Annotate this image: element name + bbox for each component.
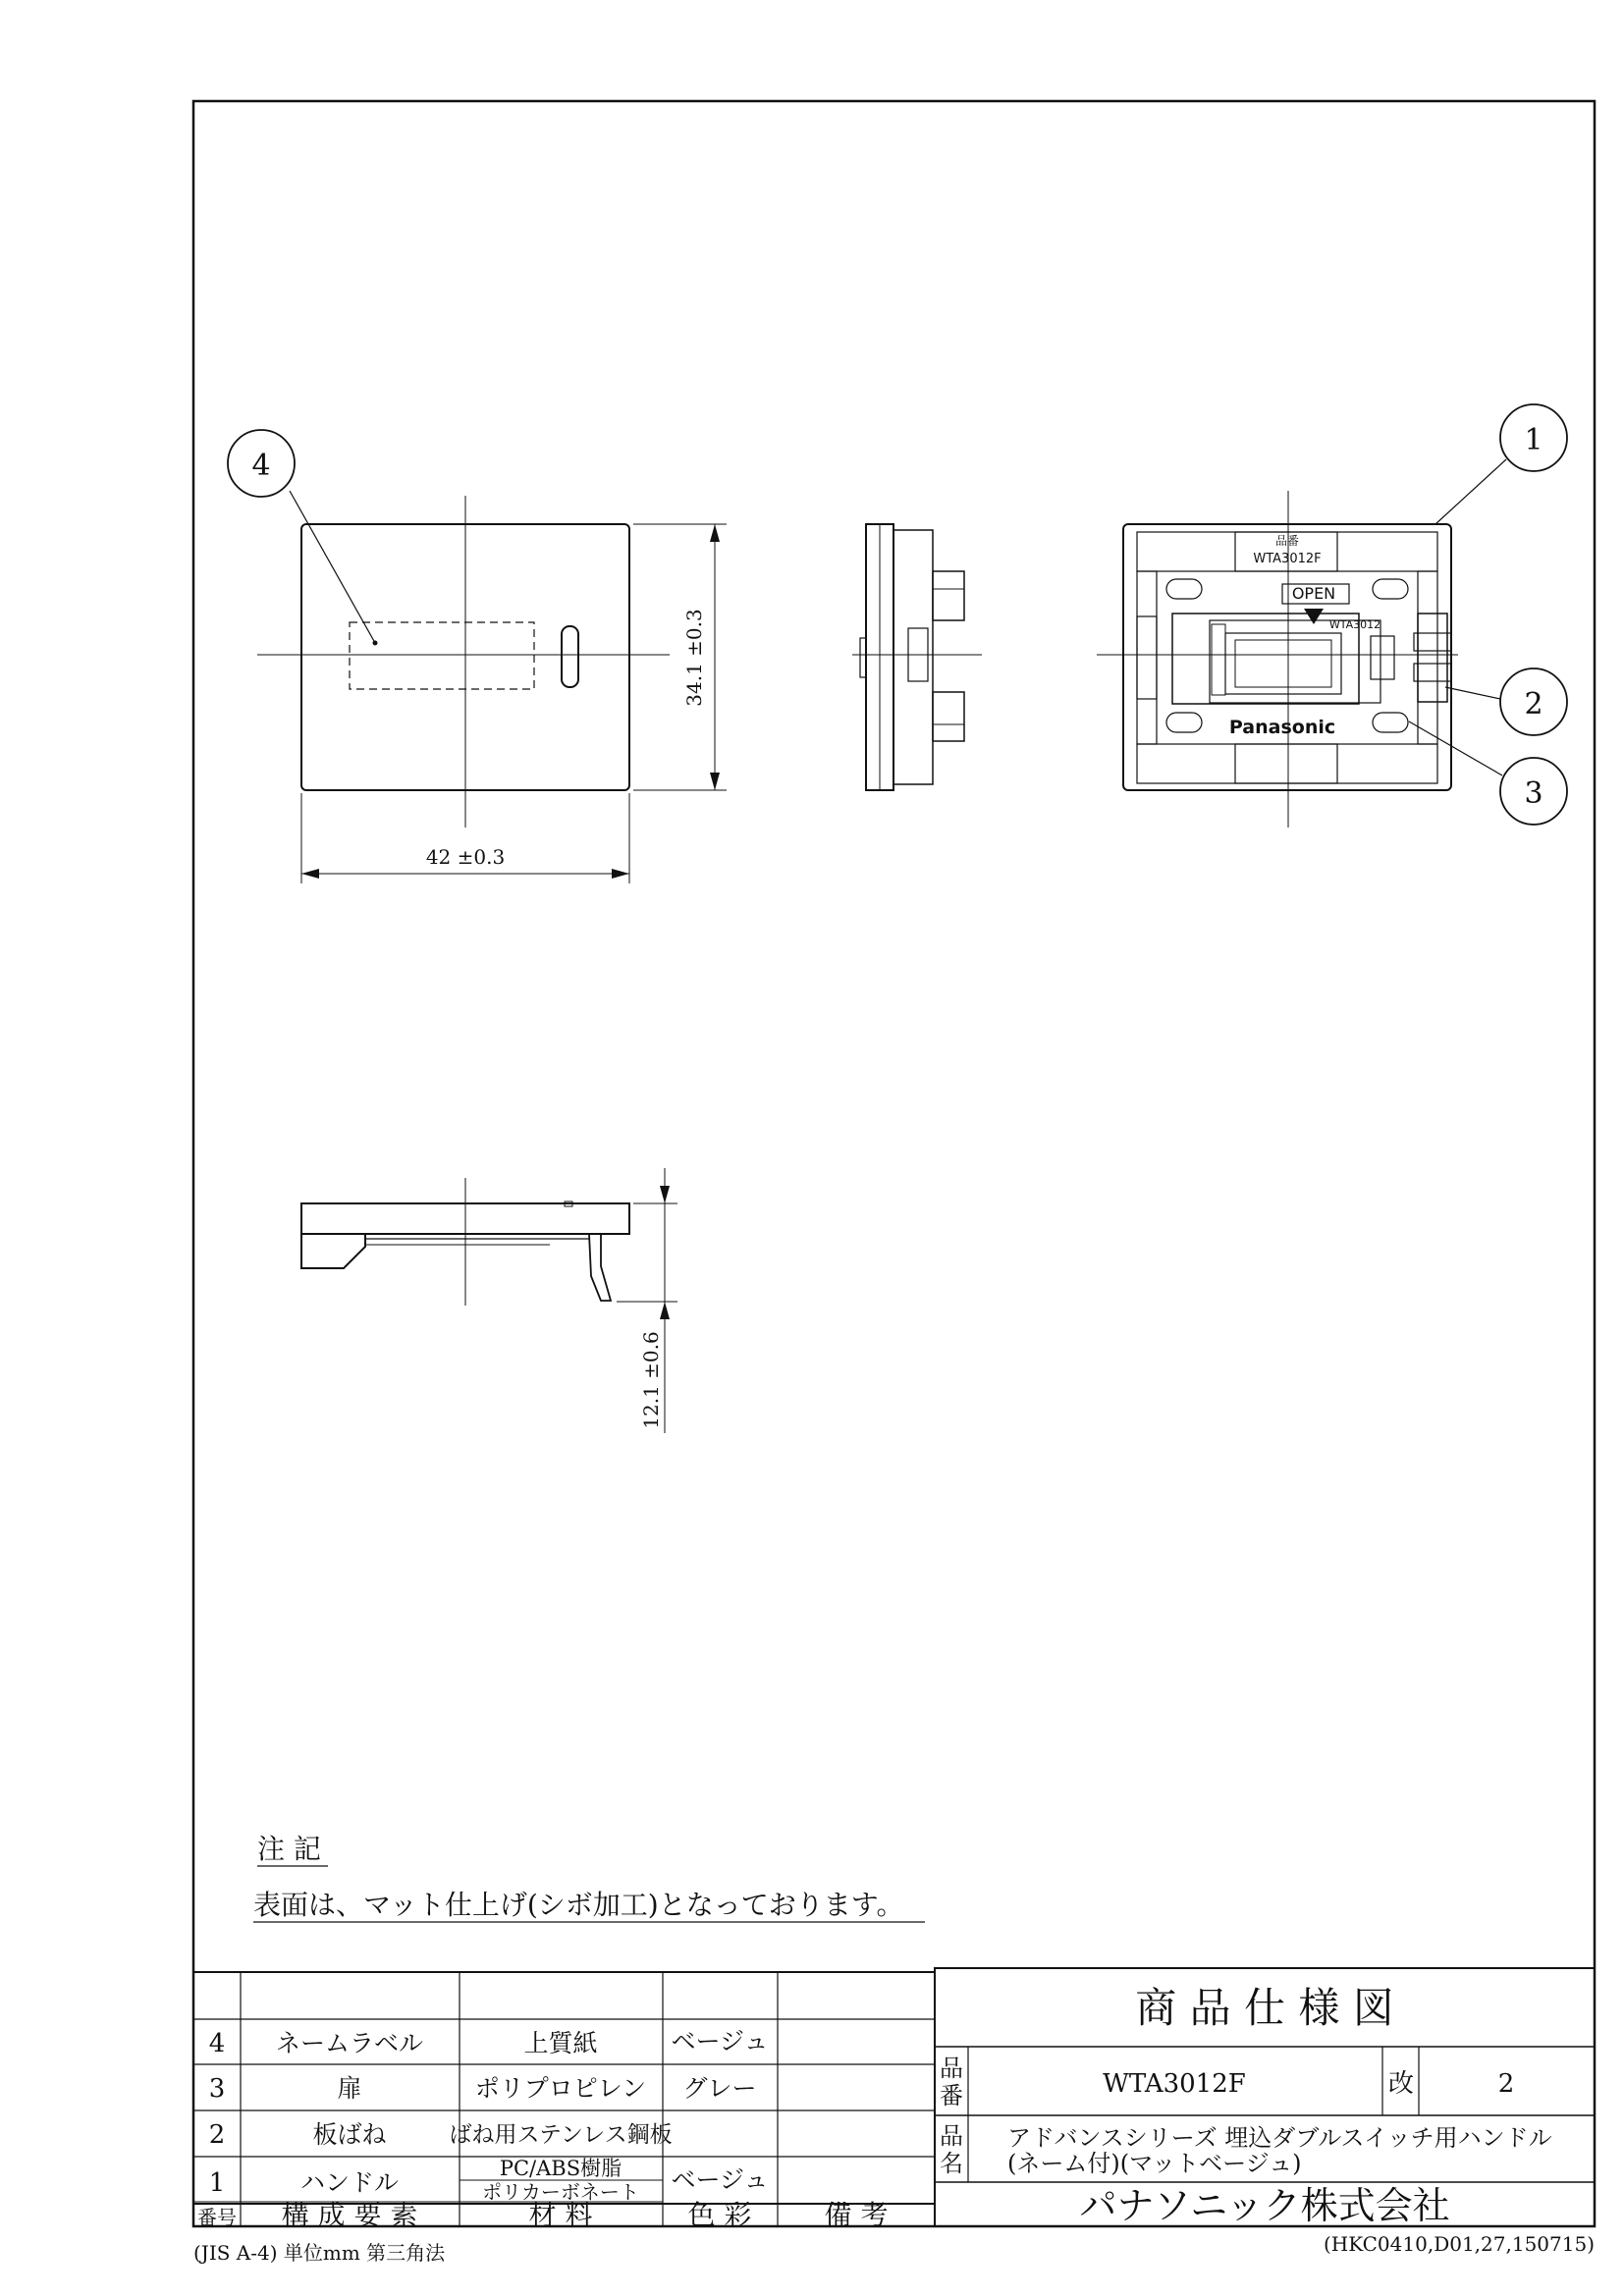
label-part-no-1: 品: [940, 2055, 963, 2082]
row4-no: 4: [208, 2029, 226, 2058]
row4-name: ネームラベル: [275, 2029, 424, 2057]
parts-table: [193, 1972, 935, 2231]
title-block-title: 商 品 仕 様 図: [1135, 1984, 1394, 2032]
back-view: [1097, 404, 1567, 828]
callout-3-label: 3: [1524, 776, 1543, 811]
back-open-label: OPEN: [1291, 584, 1336, 603]
row4-material: 上質紙: [523, 2029, 598, 2057]
side-view: [852, 524, 982, 790]
row2-material: ばね用ステンレス鋼板: [449, 2122, 673, 2148]
row1-color: ベージュ: [671, 2165, 769, 2194]
row1-material2: ポリカーボネート: [482, 2180, 639, 2204]
row1-name: ハンドル: [299, 2168, 400, 2197]
row3-material: ポリプロピレン: [474, 2074, 647, 2103]
height-dimension: [633, 524, 727, 790]
back-part-code: WTA3012F: [1253, 552, 1322, 566]
notes-text: 表面は、マット仕上げ(シボ加工)となっております。: [253, 1889, 904, 1921]
dim-depth: 12.1 ±0.6: [639, 1331, 663, 1429]
notes-title: 注 記: [257, 1833, 321, 1865]
notes-section: [253, 1833, 925, 1922]
header-no: 番号: [197, 2206, 237, 2229]
rev-label: 改: [1387, 2069, 1415, 2099]
header-color: 色 彩: [687, 2199, 752, 2231]
back-part-label: 品番: [1274, 534, 1300, 548]
row3-name: 扉: [337, 2074, 362, 2103]
dim-width: 42 ±0.3: [425, 845, 506, 869]
title-block: [935, 1968, 1595, 2227]
front-view: [228, 430, 670, 828]
header-material: 材 料: [528, 2199, 593, 2231]
callout-1-label: 1: [1524, 423, 1543, 457]
rev-value: 2: [1497, 2069, 1515, 2099]
footer-left: (JIS A-4) 単位mm 第三角法: [193, 2241, 446, 2265]
label-name-2: 名: [940, 2150, 963, 2177]
row3-no: 3: [208, 2074, 226, 2104]
product-name-line1: アドバンスシリーズ 埋込ダブルスイッチ用ハンドル: [1007, 2124, 1552, 2152]
company-name: パナソニック株式会社: [1079, 2184, 1450, 2227]
row4-color: ベージュ: [671, 2027, 769, 2056]
row3-color: グレー: [682, 2074, 757, 2103]
footer-right: (HKC0410,D01,27,150715): [1323, 2232, 1595, 2256]
row2-no: 2: [208, 2120, 226, 2150]
label-part-no-2: 番: [940, 2082, 963, 2109]
callout-2-label: 2: [1524, 687, 1543, 721]
callout-4-label: 4: [251, 449, 271, 483]
row1-material: PC/ABS樹脂: [499, 2157, 623, 2180]
header-remarks: 備 考: [824, 2199, 889, 2231]
row2-name: 板ばね: [312, 2120, 387, 2149]
label-name-1: 品: [940, 2122, 963, 2150]
back-brand: Panasonic: [1228, 717, 1336, 738]
row1-no: 1: [208, 2168, 226, 2198]
part-number: WTA3012F: [1103, 2069, 1246, 2099]
header-name: 構 成 要 素: [281, 2199, 418, 2231]
bottom-view: [301, 1168, 677, 1433]
dim-height: 34.1 ±0.3: [682, 609, 706, 707]
back-small-code: WTA3012: [1328, 618, 1381, 631]
product-name-line2: (ネーム付)(マットベージュ): [1007, 2150, 1302, 2177]
